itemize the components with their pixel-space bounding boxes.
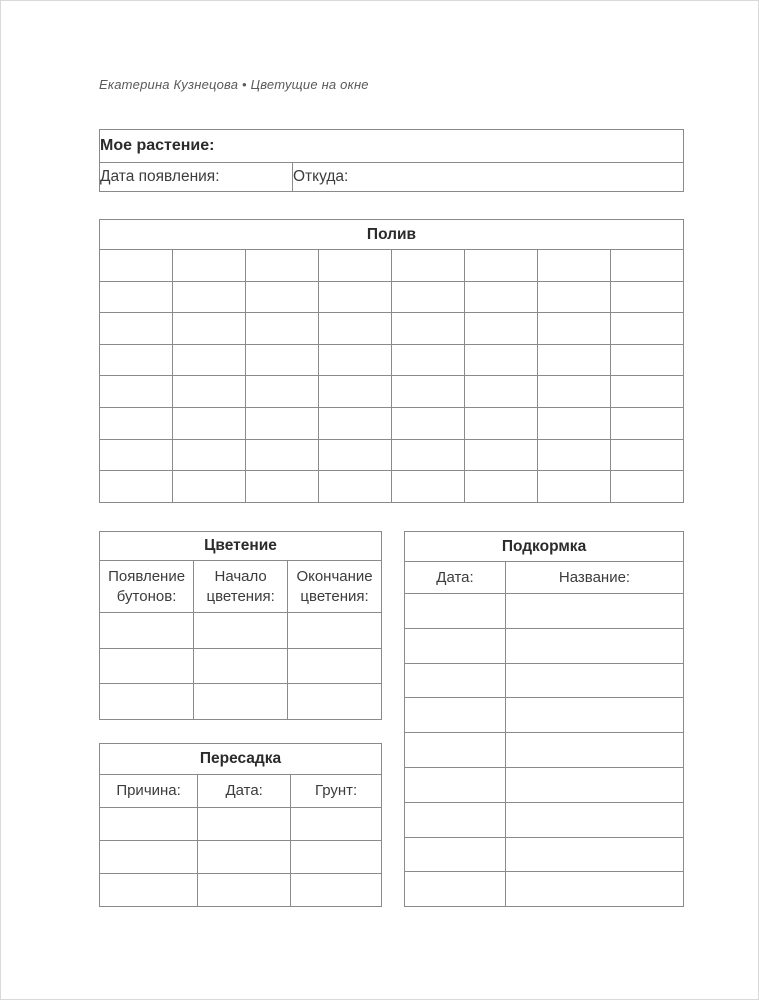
empty-cell	[246, 407, 319, 439]
empty-cell	[319, 376, 392, 408]
empty-cell	[100, 344, 173, 376]
empty-cell	[291, 874, 382, 907]
empty-cell	[611, 281, 684, 313]
empty-cell	[538, 407, 611, 439]
empty-cell	[173, 471, 246, 503]
empty-cell	[194, 648, 288, 684]
empty-cell	[538, 344, 611, 376]
empty-cell	[319, 471, 392, 503]
plant-info-fields-row	[100, 163, 684, 192]
feeding-header-row	[405, 532, 684, 562]
empty-cell	[465, 313, 538, 345]
empty-row	[100, 471, 684, 503]
transplant-reason-label: Причина:	[100, 775, 198, 808]
watering-grid	[100, 250, 684, 503]
empty-cell	[392, 439, 465, 471]
empty-cell	[100, 613, 194, 649]
empty-cell	[465, 344, 538, 376]
empty-row	[405, 663, 684, 698]
flowering-header-row	[100, 532, 382, 561]
empty-cell	[506, 628, 684, 663]
empty-cell	[198, 841, 291, 874]
empty-row	[100, 874, 382, 907]
empty-row	[100, 313, 684, 345]
empty-cell	[173, 439, 246, 471]
empty-row	[100, 344, 684, 376]
flowering-end-label: Окончание цветения:	[288, 561, 382, 613]
empty-cell	[392, 471, 465, 503]
empty-row	[100, 376, 684, 408]
empty-cell	[506, 663, 684, 698]
empty-cell	[246, 313, 319, 345]
empty-row	[405, 837, 684, 872]
empty-cell	[506, 837, 684, 872]
empty-cell	[194, 613, 288, 649]
empty-cell	[198, 874, 291, 907]
empty-cell	[538, 281, 611, 313]
empty-cell	[246, 376, 319, 408]
empty-cell	[611, 407, 684, 439]
empty-cell	[246, 471, 319, 503]
empty-cell	[173, 344, 246, 376]
empty-cell	[100, 407, 173, 439]
empty-cell	[405, 802, 506, 837]
empty-cell	[100, 874, 198, 907]
empty-row	[100, 281, 684, 313]
empty-cell	[100, 250, 173, 282]
empty-cell	[173, 281, 246, 313]
plant-info-title-row	[100, 130, 684, 163]
empty-row	[100, 648, 382, 684]
flowering-columns-row	[100, 561, 382, 613]
date-of-appearance-label: Дата появления:	[100, 163, 293, 192]
empty-cell	[319, 439, 392, 471]
empty-cell	[392, 281, 465, 313]
feeding-grid	[405, 594, 684, 907]
empty-cell	[405, 767, 506, 802]
empty-cell	[405, 594, 506, 629]
empty-cell	[465, 439, 538, 471]
watering-table	[99, 219, 684, 503]
empty-cell	[173, 313, 246, 345]
empty-row	[405, 872, 684, 907]
empty-cell	[319, 250, 392, 282]
empty-cell	[538, 471, 611, 503]
empty-cell	[319, 281, 392, 313]
flowering-grid	[100, 613, 382, 720]
empty-cell	[611, 439, 684, 471]
empty-cell	[465, 471, 538, 503]
feeding-date-label: Дата:	[405, 562, 506, 594]
empty-cell	[246, 250, 319, 282]
buds-appearance-label: Появление бутонов:	[100, 561, 194, 613]
empty-cell	[246, 439, 319, 471]
plant-info-table	[99, 129, 684, 192]
watering-header-row	[100, 220, 684, 250]
empty-cell	[538, 313, 611, 345]
empty-cell	[100, 281, 173, 313]
transplanting-title: Пересадка	[100, 744, 382, 775]
empty-cell	[100, 376, 173, 408]
feeding-columns-row	[405, 562, 684, 594]
empty-cell	[319, 407, 392, 439]
empty-cell	[405, 628, 506, 663]
empty-cell	[100, 684, 194, 720]
empty-row	[100, 808, 382, 841]
transplanting-grid	[100, 808, 382, 907]
origin-label: Откуда:	[293, 163, 684, 192]
feeding-table	[404, 531, 684, 907]
empty-row	[405, 767, 684, 802]
empty-cell	[538, 250, 611, 282]
empty-cell	[100, 471, 173, 503]
empty-cell	[611, 250, 684, 282]
empty-cell	[100, 841, 198, 874]
empty-cell	[611, 471, 684, 503]
empty-cell	[246, 344, 319, 376]
empty-cell	[405, 698, 506, 733]
empty-cell	[506, 872, 684, 907]
transplant-date-label: Дата:	[198, 775, 291, 808]
transplanting-columns-row	[100, 775, 382, 808]
empty-row	[100, 439, 684, 471]
feeding-title: Подкормка	[405, 532, 684, 562]
empty-cell	[405, 872, 506, 907]
empty-cell	[611, 376, 684, 408]
empty-cell	[100, 648, 194, 684]
empty-cell	[506, 594, 684, 629]
transplanting-table	[99, 743, 382, 907]
flowering-title: Цветение	[100, 532, 382, 561]
empty-cell	[506, 802, 684, 837]
feeding-name-label: Название:	[506, 562, 684, 594]
empty-cell	[465, 376, 538, 408]
empty-cell	[173, 376, 246, 408]
empty-row	[100, 613, 382, 649]
empty-row	[100, 841, 382, 874]
running-header: Екатерина Кузнецова • Цветущие на окне	[99, 77, 369, 92]
plant-info-title: Мое растение:	[100, 130, 684, 163]
empty-cell	[319, 344, 392, 376]
empty-cell	[319, 313, 392, 345]
empty-cell	[291, 841, 382, 874]
empty-cell	[405, 733, 506, 768]
empty-cell	[173, 407, 246, 439]
empty-cell	[392, 407, 465, 439]
empty-cell	[465, 281, 538, 313]
empty-row	[405, 733, 684, 768]
empty-cell	[465, 250, 538, 282]
watering-title: Полив	[100, 220, 684, 250]
empty-cell	[538, 376, 611, 408]
flowering-table	[99, 531, 382, 720]
empty-cell	[538, 439, 611, 471]
flowering-start-label: Начало цветения:	[194, 561, 288, 613]
empty-cell	[506, 698, 684, 733]
empty-cell	[392, 250, 465, 282]
empty-row	[405, 802, 684, 837]
empty-cell	[246, 281, 319, 313]
empty-row	[100, 250, 684, 282]
transplant-soil-label: Грунт:	[291, 775, 382, 808]
empty-cell	[100, 439, 173, 471]
empty-cell	[100, 808, 198, 841]
empty-cell	[465, 407, 538, 439]
empty-cell	[288, 613, 382, 649]
empty-row	[100, 407, 684, 439]
empty-cell	[611, 313, 684, 345]
empty-cell	[405, 663, 506, 698]
empty-row	[405, 594, 684, 629]
empty-cell	[392, 344, 465, 376]
empty-cell	[194, 684, 288, 720]
empty-cell	[392, 313, 465, 345]
empty-cell	[506, 733, 684, 768]
empty-cell	[288, 684, 382, 720]
empty-cell	[198, 808, 291, 841]
empty-cell	[506, 767, 684, 802]
empty-row	[405, 628, 684, 663]
transplanting-header-row	[100, 744, 382, 775]
empty-cell	[291, 808, 382, 841]
empty-row	[100, 684, 382, 720]
empty-cell	[173, 250, 246, 282]
empty-row	[405, 698, 684, 733]
empty-cell	[288, 648, 382, 684]
empty-cell	[405, 837, 506, 872]
empty-cell	[392, 376, 465, 408]
empty-cell	[611, 344, 684, 376]
empty-cell	[100, 313, 173, 345]
